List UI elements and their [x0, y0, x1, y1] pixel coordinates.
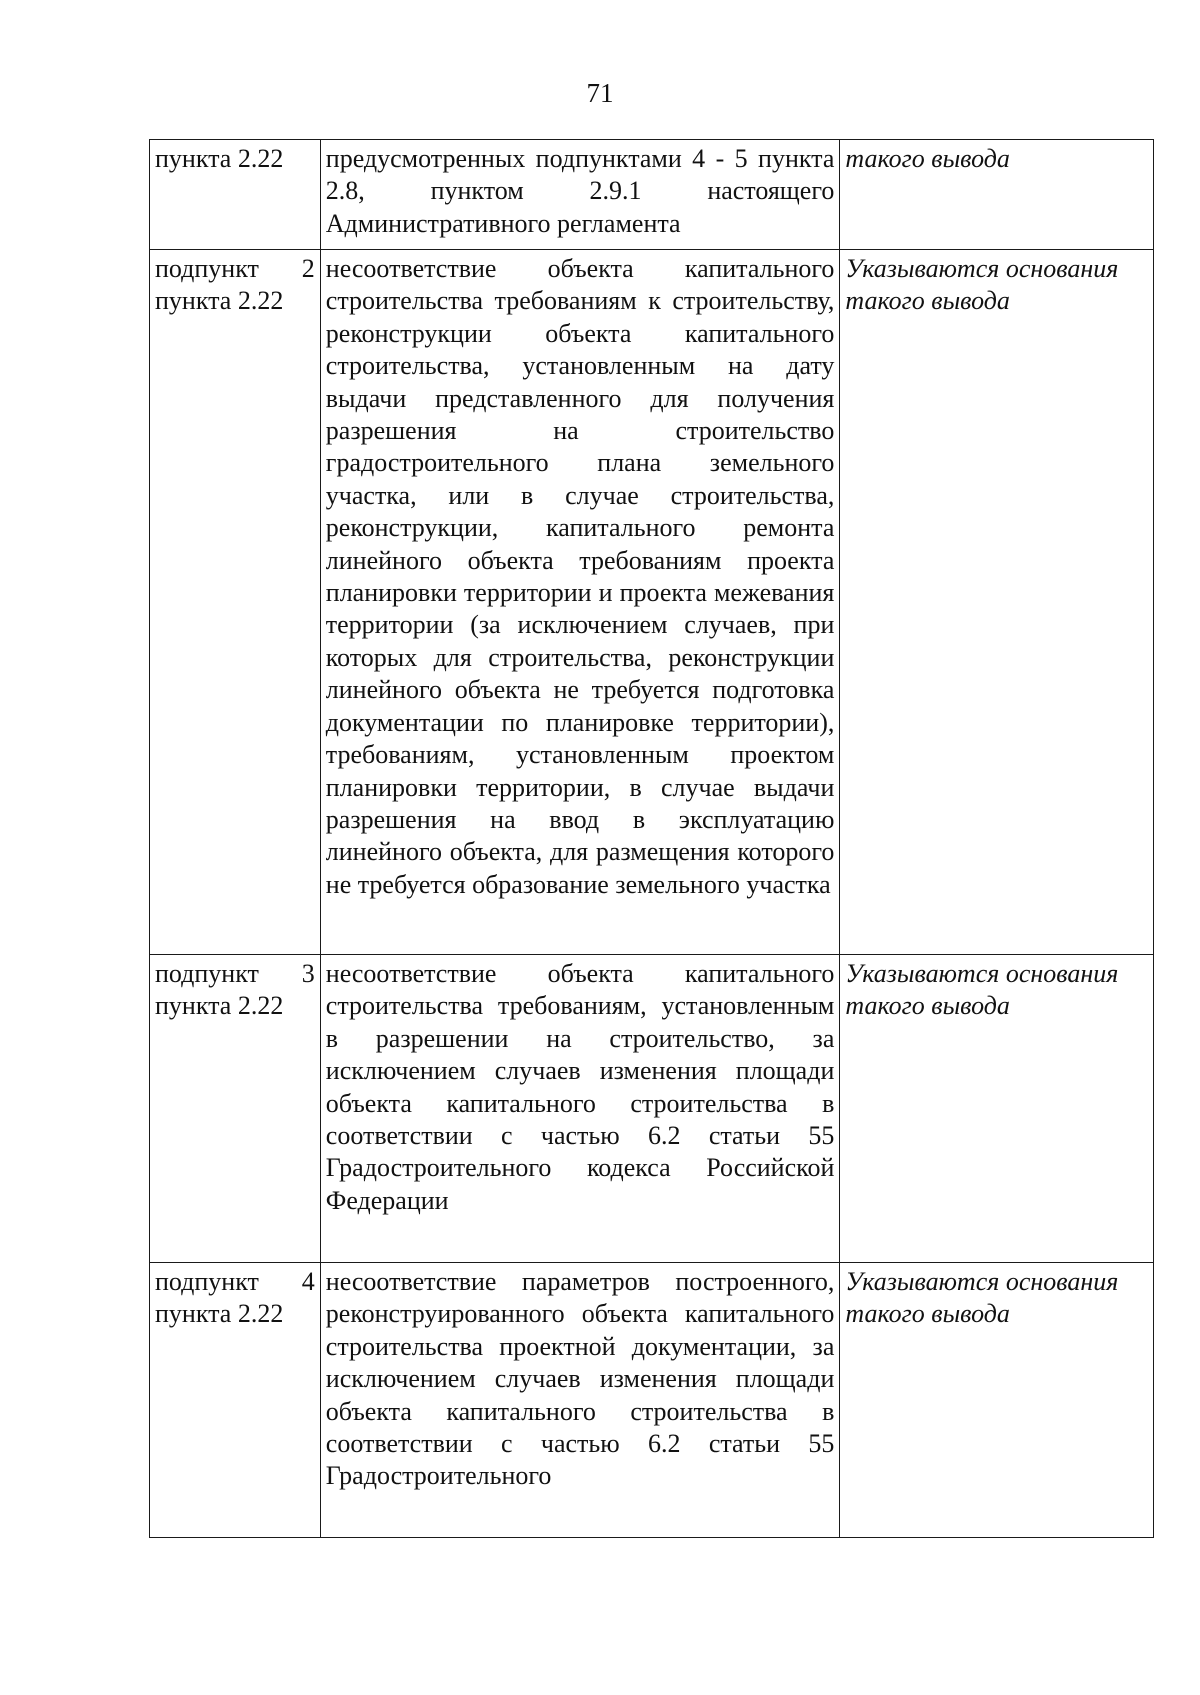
- row-note: такого вывода: [840, 140, 1154, 250]
- row-description: несоответствие объекта капитального строительства требованиям к строительству, реконструкции объекта капитального строительства, установленным на дату выдачи представленного для получения разрешения на строительство градостроительного плана земельного участка, или в случае строительства, реконструкции, капитального ремонта линейного объекта требованиям проекта планировки территории и проекта межевания территории (за исключением случаев, при которых для строительства, реконструкции линейного объекта не требуется подготовка документации по планировке территории), требованиям, установленным проектом планировки территории, в случае выдачи разрешения на ввод в эксплуатацию линейного объекта, для размещения которого не требуется образование земельного участка: [320, 250, 840, 955]
- table-row: [150, 955, 1154, 1263]
- table-row: [150, 1263, 1154, 1538]
- row-reference: подпункт 3 пункта 2.22: [150, 955, 321, 1263]
- row-reference: подпункт 4 пункта 2.22: [150, 1263, 321, 1538]
- table-row: [150, 140, 1154, 250]
- row-reference: пункта 2.22: [150, 140, 321, 250]
- row-description: предусмотренных подпунктами 4 - 5 пункта 2.8, пунктом 2.9.1 настоящего Административного регламента: [320, 140, 840, 250]
- row-note: Указываются основания такого вывода: [840, 1263, 1154, 1538]
- row-note: Указываются основания такого вывода: [840, 955, 1154, 1263]
- grounds-table: [149, 139, 1154, 1538]
- row-note: Указываются основания такого вывода: [840, 250, 1154, 955]
- row-reference: подпункт 2 пункта 2.22: [150, 250, 321, 955]
- page-number: 71: [586, 78, 614, 108]
- row-description: несоответствие объекта капитального строительства требованиям, установленным в разрешении на строительство, за исключением случаев изменения площади объекта капитального строительства в соответствии с частью 6.2 статьи 55 Градостроительного кодекса Российской Федерации: [320, 955, 840, 1263]
- table-row: [150, 250, 1154, 955]
- row-description: несоответствие параметров построенного, реконструированного объекта капитального строительства проектной документации, за исключением случаев изменения площади объекта капитального строительства в соответствии с частью 6.2 статьи 55 Градостроительного: [320, 1263, 840, 1538]
